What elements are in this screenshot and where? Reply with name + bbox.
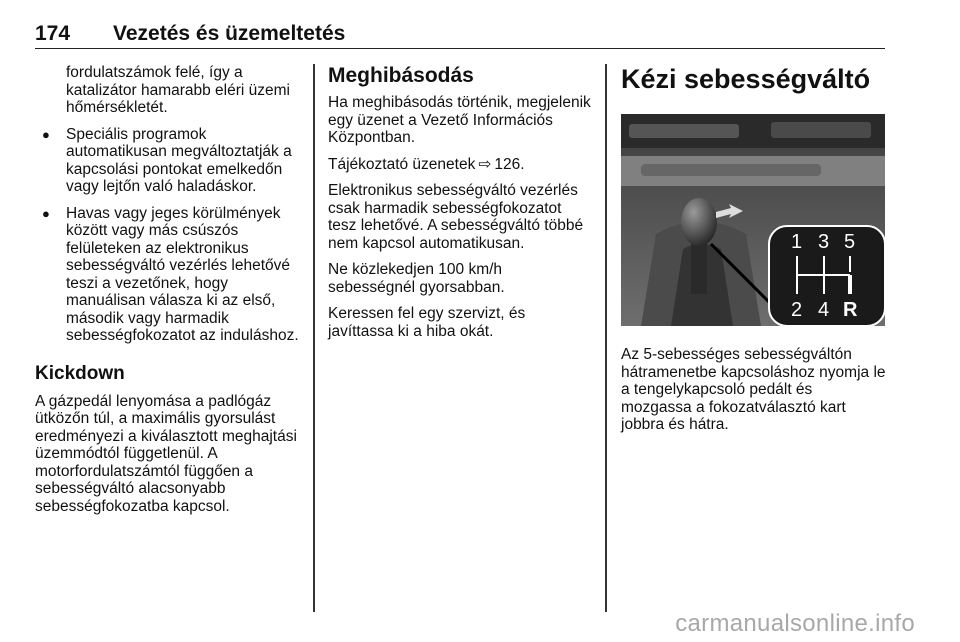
continued-paragraph: fordulatszámok felé, így a katalizátor hamarabb eléri üzemi hőmérsékletét.	[66, 64, 290, 116]
gear-label-3: 3	[818, 231, 830, 253]
bullet-icon: ●	[42, 126, 50, 142]
kickdown-heading: Kickdown	[35, 362, 125, 384]
list-item-text: Speciális programok automatikusan megváltoztatják a kapcsolási pontokat emelkedőn vagy lejtőn való haladáskor.	[66, 125, 292, 195]
gear-label-5: 5	[844, 231, 856, 253]
watermark: carmanualsonline.info	[675, 610, 915, 637]
bullet-icon: ●	[42, 205, 50, 221]
manual-gearbox-heading: Kézi sebességváltó	[621, 64, 871, 94]
gear-shift-photo	[621, 114, 885, 326]
column-middle	[328, 64, 592, 349]
reference-page: 126.	[494, 155, 525, 173]
list-item-text: Havas vagy jeges körülmények között vagy más csúszós felületeken az elektronikus sebességváltó vezérlés lehetővé teszi a vezetőnek, hogy manuálisan válasza ki az első, második vagy harmadik sebességfokozatot az induláshoz.	[66, 204, 299, 344]
paragraph: Ne közlekedjen 100 km/h sebességnél gyorsabban.	[328, 261, 505, 296]
malfunction-heading: Meghibásodás	[328, 64, 474, 87]
reference-text: Tájékoztató üzenetek	[328, 155, 476, 173]
page-number: 174	[35, 22, 71, 45]
paragraph: Keressen fel egy szervizt, és javíttassa ki a hiba okát.	[328, 305, 526, 340]
paragraph: Az 5-sebességes sebességváltón hátramenetbe kapcsoláshoz nyomja le a tengelykapcsoló pedált és mozgassa a fokozatválasztó kart jobbra és hátra.	[621, 346, 886, 433]
column-divider	[605, 64, 607, 612]
paragraph: Ha meghibásodás történik, megjelenik egy üzenet a Vezető Információs Központban.	[328, 94, 591, 146]
column-right	[621, 64, 887, 443]
gear-label-4: 4	[818, 299, 830, 321]
gear-label-2: 2	[791, 299, 803, 321]
list-item	[35, 126, 303, 196]
gear-label-reverse: R	[843, 299, 858, 321]
running-title: Vezetés és üzemeltetés	[113, 22, 346, 45]
gear-shift-illustration	[621, 114, 885, 326]
bullet-list	[35, 126, 303, 345]
page-reference-icon: ⇨	[478, 155, 492, 173]
kickdown-paragraph: A gázpedál lenyomása a padlógáz ütközőn túl, a maximális gyorsulást eredményezi a kiválasztott meghajtási üzemmódtól függetlenül. A motorfordulatszámtól függően a sebességváltó alacsonyabb sebességfokozatba kapcsol.	[35, 392, 297, 515]
gear-label-1: 1	[791, 231, 803, 253]
list-item	[35, 205, 303, 345]
page-header	[35, 22, 885, 49]
paragraph: Elektronikus sebességváltó vezérlés csak harmadik sebességfokozatot tesz lehetővé. A sebességváltó többé nem kapcsol automatikusan.	[328, 182, 584, 252]
reference-paragraph	[328, 156, 592, 174]
column-left	[35, 64, 303, 524]
column-divider	[313, 64, 315, 612]
